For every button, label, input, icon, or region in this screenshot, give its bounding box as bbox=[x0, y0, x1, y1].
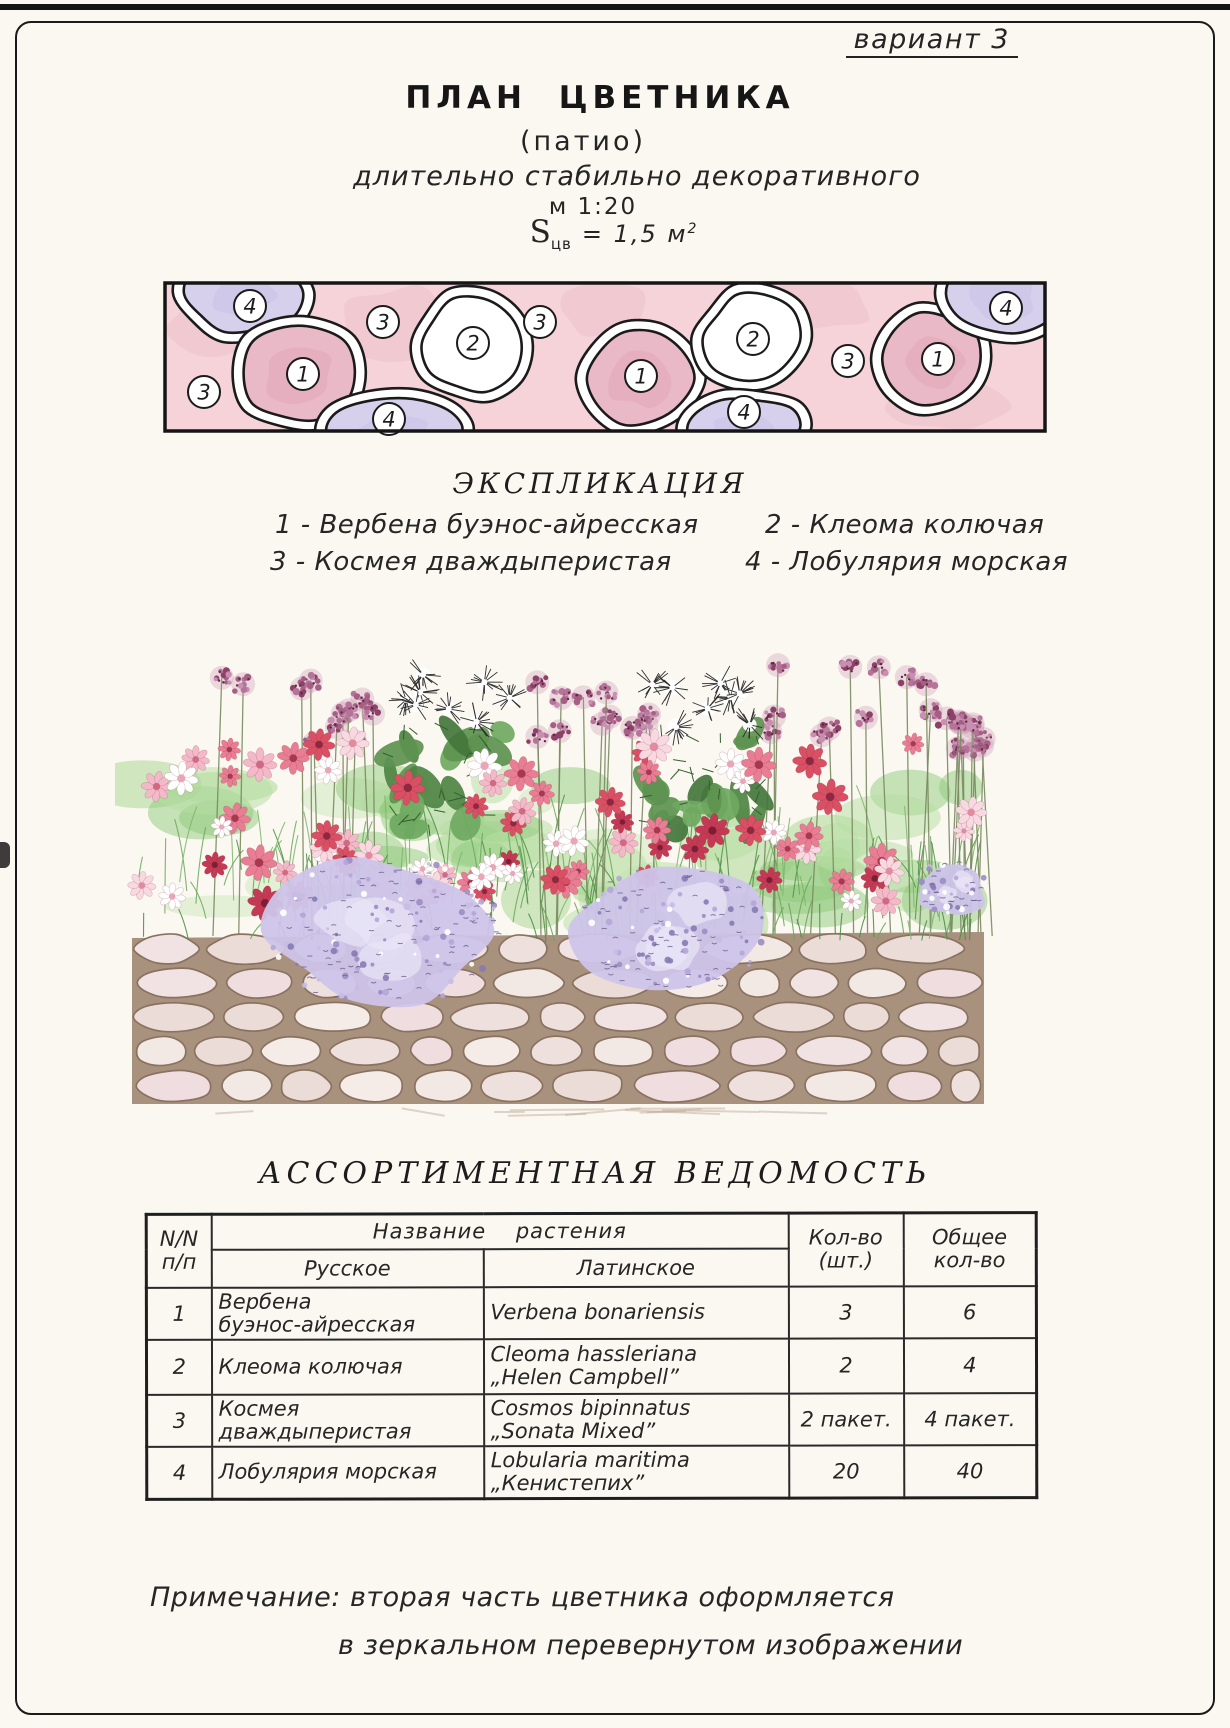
row-latin: Verbena bonariensis bbox=[483, 1286, 788, 1339]
svg-text:4: 4 bbox=[382, 407, 396, 432]
assortment-table bbox=[145, 1211, 1039, 1500]
svg-text:4: 4 bbox=[243, 294, 257, 319]
row-russian: Космея дваждыперистая bbox=[212, 1394, 484, 1447]
row-russian: Вербена буэнос-айресская bbox=[211, 1287, 483, 1340]
svg-text:2: 2 bbox=[466, 331, 480, 356]
top-edge-line bbox=[0, 4, 1230, 10]
svg-text:4: 4 bbox=[737, 400, 751, 425]
col-header-qty bbox=[788, 1213, 903, 1286]
assortment-heading: АССОРТИМЕНТНАЯ ВЕДОМОСТЬ bbox=[258, 1156, 932, 1191]
note-line-2: в зеркальном перевернутом изображении bbox=[338, 1630, 964, 1661]
svg-text:2: 2 bbox=[746, 327, 760, 352]
svg-text:4: 4 bbox=[999, 296, 1013, 321]
row-total: 4 bbox=[903, 1338, 1036, 1393]
row-num: 1 bbox=[146, 1287, 211, 1339]
subtitle-patio: (патио) bbox=[519, 126, 647, 157]
col-header-qty-bottom: (шт.) bbox=[818, 1248, 874, 1273]
svg-text:1: 1 bbox=[296, 362, 310, 387]
subtitle-decorative: длительно стабильно декоративного bbox=[353, 161, 921, 192]
flowerbed-illustration bbox=[115, 645, 1000, 1123]
variant-label: вариант 3 bbox=[846, 24, 1018, 58]
table-row bbox=[146, 1286, 1036, 1340]
area-subscript: цв bbox=[550, 235, 572, 253]
svg-text:3: 3 bbox=[197, 380, 211, 405]
row-total: 6 bbox=[903, 1286, 1036, 1338]
row-num: 2 bbox=[146, 1339, 211, 1394]
area-value: = 1,5 м bbox=[581, 220, 688, 248]
explication-item-2: 2 - Клеома колючая bbox=[765, 510, 1045, 540]
row-qty: 20 bbox=[789, 1445, 904, 1498]
svg-text:1: 1 bbox=[634, 364, 648, 389]
row-russian: Клеома колючая bbox=[211, 1339, 483, 1395]
col-header-total-bottom: кол-во bbox=[933, 1248, 1006, 1273]
svg-text:3: 3 bbox=[533, 310, 547, 335]
col-header-russian: Русское bbox=[211, 1249, 483, 1288]
row-latin: Cosmos bipinnatus „Sonata Mixed” bbox=[484, 1393, 789, 1446]
col-header-name: Название растения bbox=[211, 1213, 788, 1249]
explication-item-1: 1 - Вербена буэнос-айресская bbox=[275, 510, 699, 540]
table-row bbox=[146, 1338, 1036, 1395]
col-header-num bbox=[146, 1214, 211, 1287]
row-total: 40 bbox=[904, 1445, 1037, 1498]
table-row bbox=[147, 1445, 1037, 1499]
row-qty: 2 bbox=[788, 1338, 903, 1393]
row-qty: 3 bbox=[788, 1286, 903, 1338]
svg-text:1: 1 bbox=[931, 347, 945, 372]
col-header-total bbox=[903, 1213, 1036, 1286]
scale-label: м 1:20 bbox=[548, 194, 638, 220]
col-header-latin: Латинское bbox=[483, 1248, 788, 1287]
col-header-qty-top: Кол-во bbox=[808, 1225, 883, 1250]
area-superscript: 2 bbox=[687, 221, 697, 237]
explication-item-3: 3 - Космея дваждыперистая bbox=[270, 547, 672, 577]
scan-artifact bbox=[0, 842, 10, 868]
col-header-num-top: N/N bbox=[159, 1227, 199, 1252]
row-russian: Лобулярия морская bbox=[212, 1446, 484, 1499]
plan-diagram bbox=[158, 274, 1052, 438]
table-row bbox=[147, 1393, 1037, 1447]
explication-heading: ЭКСПЛИКАЦИЯ bbox=[452, 467, 748, 500]
col-header-num-bottom: п/п bbox=[161, 1250, 197, 1275]
row-total: 4 пакет. bbox=[904, 1393, 1037, 1445]
row-latin: Lobularia maritima „Кенистепих” bbox=[484, 1445, 789, 1498]
area-symbol: S bbox=[529, 214, 551, 250]
note-line-1: Примечание: вторая часть цветника оформляется bbox=[150, 1582, 895, 1613]
area-formula bbox=[0, 214, 1228, 253]
explication-item-4: 4 - Лобулярия морская bbox=[745, 547, 1068, 577]
svg-text:3: 3 bbox=[376, 310, 390, 335]
row-qty: 2 пакет. bbox=[789, 1393, 904, 1445]
col-header-total-top: Общее bbox=[931, 1225, 1008, 1250]
page-title: ПЛАН ЦВЕТНИКА bbox=[405, 80, 795, 116]
svg-text:3: 3 bbox=[841, 349, 855, 374]
row-latin: Cleoma hassleriana „Helen Campbell” bbox=[483, 1338, 788, 1394]
row-num: 3 bbox=[147, 1394, 212, 1446]
row-num: 4 bbox=[147, 1446, 212, 1499]
